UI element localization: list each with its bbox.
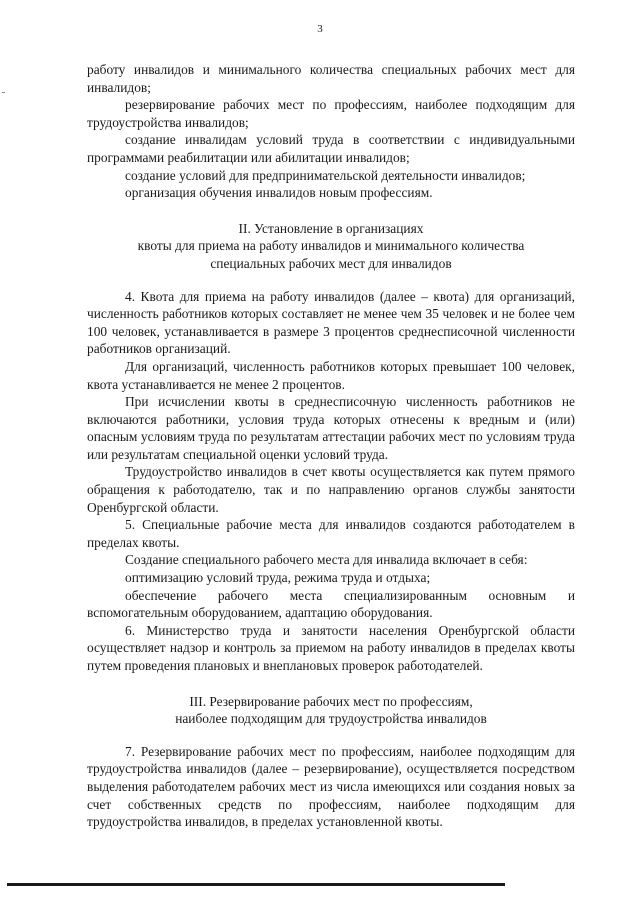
page-number: 3 [317,23,323,35]
paragraph-4-quota-over-100: Для организаций, численность работников которых превышает 100 человек, квота устанавливается не менее 2 процентов. [87,358,575,392]
paragraph-5-includes: Создание специального рабочего места для инвалида включает в себя: [125,552,528,568]
document-body [87,61,575,831]
section-heading-line: II. Установление в организациях [238,220,424,236]
section-heading-2 [87,220,575,273]
paragraph-continuation: работу инвалидов и минимального количества специальных рабочих мест для инвалидов; [87,62,575,95]
paragraph-5: 5. Специальные рабочие места для инвалидов создаются работодателем в пределах квоты. [87,517,575,550]
paragraph-4-employment: Трудоустройство инвалидов в счет квоты осуществляется как путем прямого обращения к работодателю, так и по направлению органов службы занятости Оренбургской области. [87,464,575,515]
paragraph-4: 4. Квота для приема на работу инвалидов (далее – квота) для организаций, численность работников которых составляет не менее чем 35 человек и не более чем 100 человек, устанавливается в размере 3 процентов среднесписочной численности работников организаций. [87,288,575,357]
scan-margin-mark [2,92,5,93]
paragraph-5-optimization: оптимизацию условий труда, режима труда и отдыха; [125,570,431,586]
list-item-reservation: резервирование рабочих мест по профессиям, наиболее подходящим для трудоустройства инвалидов; [87,97,575,130]
paragraph-4-exclusions: При исчислении квоты в среднесписочную численность работников не включаются работники, условия труда которых отнесены к вредным и (или) опасным условиям труда по результатам аттестации рабочих мест по условиям труда или результатам специальной оценки условий труда. [87,394,575,462]
paragraph-6: 6. Министерство труда и занятости населения Оренбургской области осуществляет надзор и контроль за приемом на работу инвалидов в пределах квоты путем проведения плановых и внеплановых проверок работодателей. [87,622,575,673]
paragraph-7: 7. Резервирование рабочих мест по профессиям, наиболее подходящим для трудоустройства инвалидов (далее – резервирование), осуществляется посредством выделения работодателем рабочих мест из числа имеющихся или создания новых за счет собственных средств по профессиям, наиболее подходящим для трудоустройства инвалидов, в пределах установленной квоты. [87,743,575,830]
section-heading-line: квоты для приема на работу инвалидов и минимального количества [137,238,525,254]
paragraph-5-equipment: обеспечение рабочего места специализированным основным и вспомогательным оборудованием, адаптацию оборудования. [87,587,575,621]
section-heading-line: специальных рабочих мест для инвалидов [210,255,452,271]
section-heading-line: III. Резервирование рабочих мест по профессиям, [189,693,473,709]
bottom-rule-divider [7,883,505,886]
list-item-entrepreneurship: создание условий для предпринимательской деятельности инвалидов; [125,167,526,183]
section-heading-line: наиболее подходящим для трудоустройства инвалидов [175,711,487,727]
list-item-conditions: создание инвалидам условий труда в соответствии с индивидуальными программами реабилитации или абилитации инвалидов; [87,132,575,165]
list-item-training: организация обучения инвалидов новым профессиям. [125,185,433,201]
section-heading-3 [87,693,575,728]
